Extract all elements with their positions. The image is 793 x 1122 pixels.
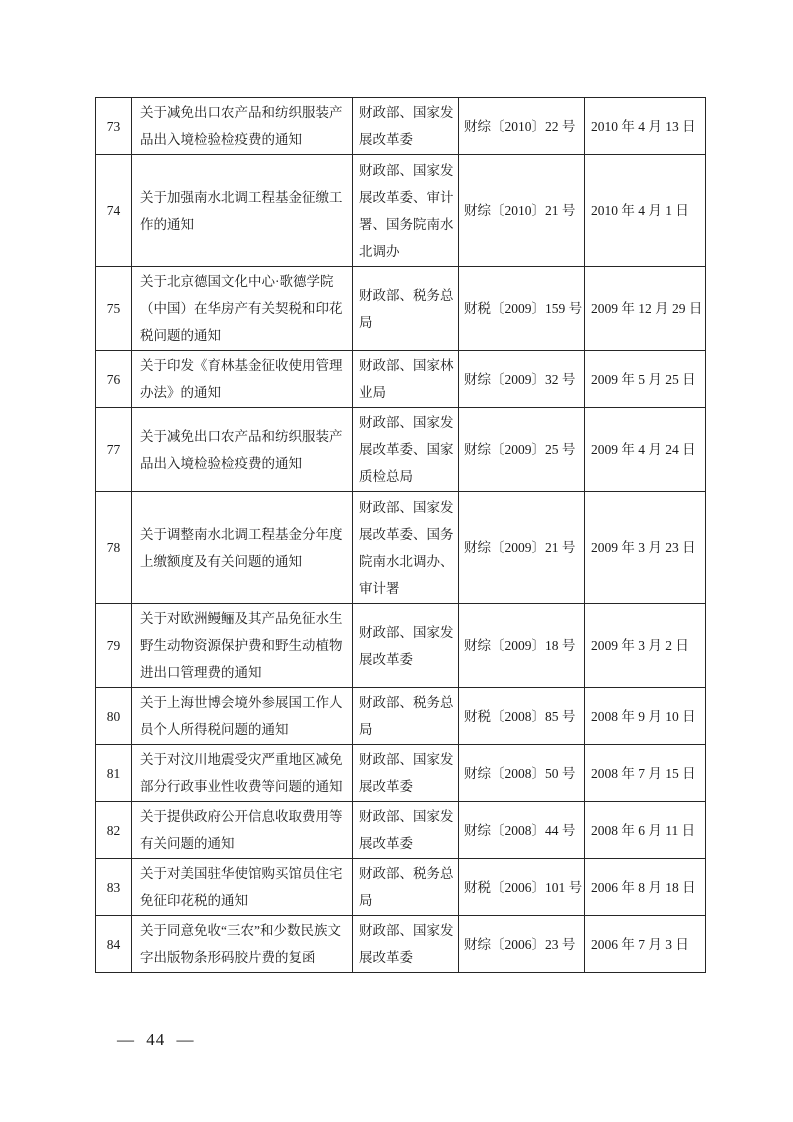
title-cell: 关于印发《育林基金征收使用管理办法》的通知 (132, 351, 353, 408)
table-row (96, 155, 706, 267)
doc-number-cell: 财税〔2009〕159 号 (459, 267, 585, 351)
title-cell: 关于同意免收“三农”和少数民族文字出版物条形码胶片费的复函 (132, 916, 353, 973)
title-cell: 关于减免出口农产品和纺织服装产品出入境检验检疫费的通知 (132, 98, 353, 155)
doc-number-cell: 财税〔2006〕101 号 (459, 859, 585, 916)
page-number: — 44 — (117, 1030, 195, 1049)
table-row (96, 351, 706, 408)
regulations-table (95, 97, 706, 973)
issuers-cell: 财政部、国家发展改革委 (353, 745, 459, 802)
doc-number-cell: 财综〔2008〕50 号 (459, 745, 585, 802)
row-number-cell: 77 (96, 408, 132, 492)
date-cell: 2006 年 8 月 18 日 (585, 859, 706, 916)
issuers-cell: 财政部、税务总局 (353, 688, 459, 745)
table-row (96, 916, 706, 973)
date-cell: 2009 年 3 月 23 日 (585, 492, 706, 604)
date-cell: 2006 年 7 月 3 日 (585, 916, 706, 973)
doc-number-cell: 财综〔2009〕18 号 (459, 604, 585, 688)
doc-number-cell: 财综〔2010〕22 号 (459, 98, 585, 155)
table-row (96, 267, 706, 351)
doc-number-cell: 财综〔2010〕21 号 (459, 155, 585, 267)
row-number-cell: 78 (96, 492, 132, 604)
issuers-cell: 财政部、国家发展改革委、审计署、国务院南水北调办 (353, 155, 459, 267)
issuers-cell: 财政部、税务总局 (353, 267, 459, 351)
date-cell: 2009 年 5 月 25 日 (585, 351, 706, 408)
title-cell: 关于对欧洲鳗鲡及其产品免征水生野生动物资源保护费和野生动植物进出口管理费的通知 (132, 604, 353, 688)
title-cell: 关于加强南水北调工程基金征缴工作的通知 (132, 155, 353, 267)
date-cell: 2008 年 6 月 11 日 (585, 802, 706, 859)
doc-number-cell: 财综〔2009〕32 号 (459, 351, 585, 408)
table-row (96, 98, 706, 155)
doc-number-cell: 财综〔2008〕44 号 (459, 802, 585, 859)
date-cell: 2009 年 12 月 29 日 (585, 267, 706, 351)
issuers-cell: 财政部、税务总局 (353, 859, 459, 916)
title-cell: 关于减免出口农产品和纺织服装产品出入境检验检疫费的通知 (132, 408, 353, 492)
table-row (96, 745, 706, 802)
title-cell: 关于提供政府公开信息收取费用等有关问题的通知 (132, 802, 353, 859)
issuers-cell: 财政部、国家发展改革委 (353, 802, 459, 859)
doc-number-cell: 财综〔2009〕25 号 (459, 408, 585, 492)
row-number-cell: 84 (96, 916, 132, 973)
doc-number-cell: 财税〔2008〕85 号 (459, 688, 585, 745)
row-number-cell: 83 (96, 859, 132, 916)
row-number-cell: 76 (96, 351, 132, 408)
table-row (96, 688, 706, 745)
row-number-cell: 82 (96, 802, 132, 859)
date-cell: 2010 年 4 月 13 日 (585, 98, 706, 155)
issuers-cell: 财政部、国家发展改革委 (353, 98, 459, 155)
title-cell: 关于对汶川地震受灾严重地区减免部分行政事业性收费等问题的通知 (132, 745, 353, 802)
doc-number-cell: 财综〔2009〕21 号 (459, 492, 585, 604)
table-row (96, 859, 706, 916)
table-row (96, 802, 706, 859)
issuers-cell: 财政部、国家发展改革委 (353, 604, 459, 688)
title-cell: 关于北京德国文化中心·歌德学院（中国）在华房产有关契税和印花税问题的通知 (132, 267, 353, 351)
issuers-cell: 财政部、国家发展改革委、国家质检总局 (353, 408, 459, 492)
title-cell: 关于调整南水北调工程基金分年度上缴额度及有关问题的通知 (132, 492, 353, 604)
date-cell: 2008 年 7 月 15 日 (585, 745, 706, 802)
row-number-cell: 79 (96, 604, 132, 688)
date-cell: 2010 年 4 月 1 日 (585, 155, 706, 267)
table-row (96, 408, 706, 492)
issuers-cell: 财政部、国家发展改革委、国务院南水北调办、审计署 (353, 492, 459, 604)
title-cell: 关于上海世博会境外参展国工作人员个人所得税问题的通知 (132, 688, 353, 745)
title-cell: 关于对美国驻华使馆购买馆员住宅免征印花税的通知 (132, 859, 353, 916)
row-number-cell: 80 (96, 688, 132, 745)
row-number-cell: 75 (96, 267, 132, 351)
row-number-cell: 73 (96, 98, 132, 155)
date-cell: 2009 年 3 月 2 日 (585, 604, 706, 688)
date-cell: 2008 年 9 月 10 日 (585, 688, 706, 745)
issuers-cell: 财政部、国家林业局 (353, 351, 459, 408)
date-cell: 2009 年 4 月 24 日 (585, 408, 706, 492)
row-number-cell: 81 (96, 745, 132, 802)
doc-number-cell: 财综〔2006〕23 号 (459, 916, 585, 973)
issuers-cell: 财政部、国家发展改革委 (353, 916, 459, 973)
row-number-cell: 74 (96, 155, 132, 267)
table-row (96, 492, 706, 604)
table-row (96, 604, 706, 688)
